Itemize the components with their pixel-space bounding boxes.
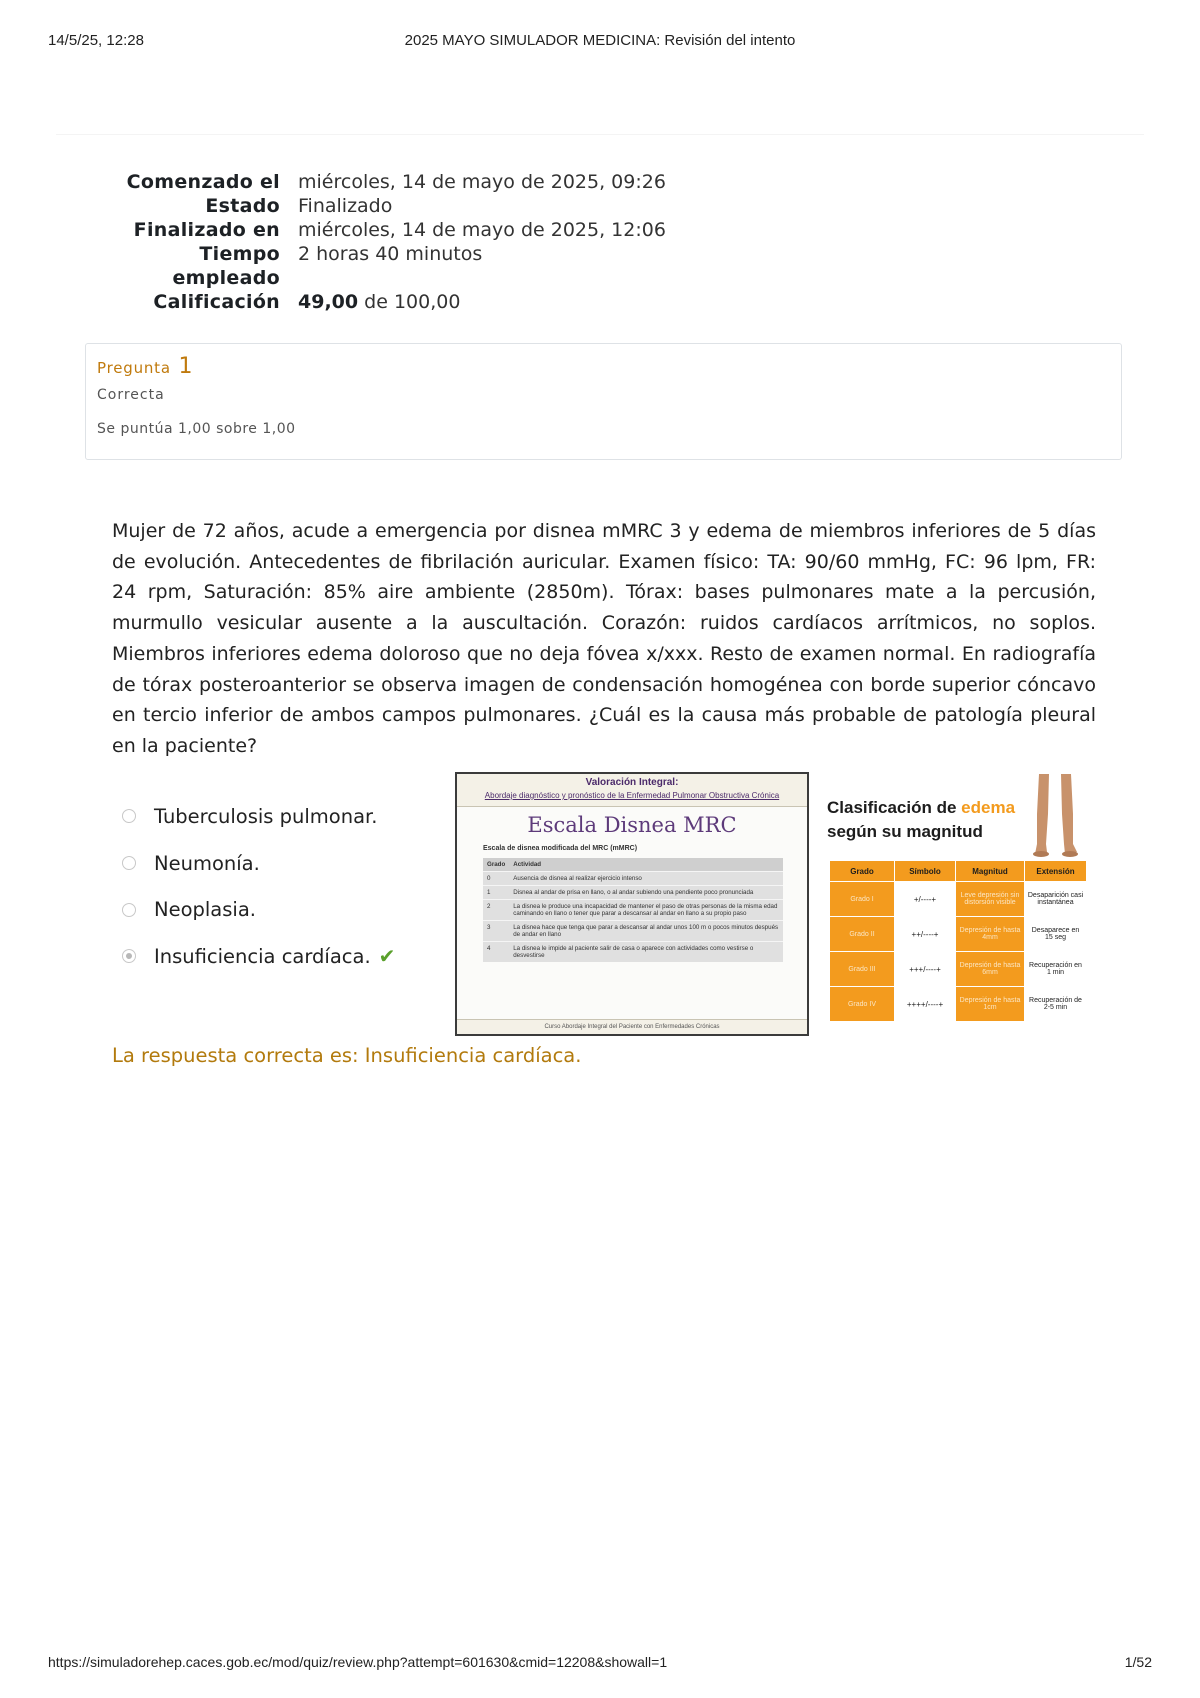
mrc-banner [457, 774, 807, 807]
table-row [483, 942, 783, 963]
mrc-table [483, 858, 783, 962]
table-row [483, 872, 783, 886]
edema-classification-image [823, 772, 1088, 1036]
question-text: Mujer de 72 años, acude a emergencia por disnea mMRC 3 y edema de miembros inferiores de 5 días de evolución. Antecedentes de fibrilación auricular. Examen físico: TA: 90/60 mmHg, FC: 96 lpm, FR: 24 rpm, Saturación: 85% aire ambiente (2850m). Tórax: bases pulmonares mate a la percusión, murmullo vesicular ausente a la auscultación. Corazón: ruidos cardíacos arrítmicos, no soplos. Miembros inferiores edema doloroso que no deja fóvea x/xxx. Resto de examen normal. En radiografía de tórax posteroanterior se observa imagen de condensación homogénea con borde superior cóncavo en tercio inferior de ambos campos pulmonares. ¿Cuál es la causa más probable de patología pleural en la paciente? [112, 520, 1096, 757]
edema-col-header: Extensión [1025, 861, 1087, 882]
legs-illustration-icon [1031, 774, 1081, 858]
edema-extension-cell: Desaparece en 15 seg [1025, 917, 1087, 952]
print-footer [48, 1654, 1152, 1674]
print-page-number: 1/52 [1124, 1654, 1152, 1670]
grade-max: de 100,00 [358, 291, 461, 313]
time-label [100, 242, 298, 290]
mrc-col-grade: Grado [483, 858, 509, 872]
edema-symbol-cell: ++/----+ [895, 917, 956, 952]
grade-score: 49,00 [298, 291, 359, 313]
edema-grade-cell: Grado IV [830, 987, 895, 1022]
edema-magnitude-cell: Depresión de hasta 4mm [956, 917, 1025, 952]
edema-col-header: Magnitud [956, 861, 1025, 882]
edema-magnitude-cell: Depresión de hasta 1cm [956, 987, 1025, 1022]
answer-option[interactable] [122, 840, 452, 887]
mrc-activity-cell: La disnea le impide al paciente salir de casa o aparece con actividades como vestirse o desvestirse [509, 942, 783, 963]
finished-value: miércoles, 14 de mayo de 2025, 12:06 [298, 219, 666, 241]
mrc-grade-cell: 4 [483, 942, 509, 963]
edema-col-header: Símbolo [895, 861, 956, 882]
print-header [48, 32, 1152, 52]
radio-checked-icon[interactable] [122, 949, 136, 963]
answer-label: Neumonía. [154, 851, 260, 875]
answer-label: Insuficiencia cardíaca. [154, 944, 371, 968]
mrc-grade-cell: 1 [483, 886, 509, 900]
time-value: 2 horas 40 minutos [298, 243, 483, 265]
summary-row-started [100, 170, 700, 194]
table-row [483, 921, 783, 942]
print-url: https://simuladorehep.caces.gob.ec/mod/quiz/review.php?attempt=601630&cmid=12208&showall=1 [48, 1654, 668, 1670]
finished-label: Finalizado en [133, 219, 280, 241]
table-row [830, 882, 1087, 917]
edema-symbol-cell: +++/----+ [895, 952, 956, 987]
mrc-footer: Curso Abordaje Integral del Paciente con Enfermedades Crónicas [457, 1019, 807, 1034]
radio-unchecked-icon[interactable] [122, 856, 136, 870]
print-title: 2025 MAYO SIMULADOR MEDICINA: Revisión del intento [404, 32, 796, 49]
answer-option-selected[interactable] [122, 933, 452, 980]
table-row [830, 917, 1087, 952]
question-state: Correcta [97, 387, 165, 403]
edema-title-line1 [827, 798, 1015, 818]
time-label-line2: empleado [172, 267, 280, 289]
mrc-table-caption: Escala de disnea modificada del MRC (mMRC) [483, 845, 638, 852]
edema-extension-cell: Recuperación en 1 min [1025, 952, 1087, 987]
radio-unchecked-icon[interactable] [122, 903, 136, 917]
summary-row-time [100, 242, 700, 290]
radio-unchecked-icon[interactable] [122, 809, 136, 823]
summary-row-state [100, 194, 700, 218]
edema-magnitude-cell: Leve depresión sin distorsión visible [956, 882, 1025, 917]
attempt-summary-table [100, 170, 700, 314]
grade-value [298, 290, 700, 314]
mrc-activity-cell: Ausencia de disnea al realizar ejercicio intenso [509, 872, 783, 886]
question-number-value: 1 [178, 354, 194, 379]
time-label-line1: Tiempo [199, 243, 280, 265]
state-value: Finalizado [298, 195, 393, 217]
top-divider [56, 134, 1144, 135]
checkmark-icon: ✔ [378, 944, 396, 969]
edema-extension-cell: Desaparición casi instantánea [1025, 882, 1087, 917]
state-label: Estado [205, 195, 280, 217]
mrc-dyspnea-scale-image [455, 772, 809, 1036]
edema-symbol-cell: +/----+ [895, 882, 956, 917]
mrc-activity-cell: Disnea al andar de prisa en llano, o al andar subiendo una pendiente poco pronunciada [509, 886, 783, 900]
grade-label: Calificación [153, 291, 280, 313]
edema-grade-cell: Grado II [830, 917, 895, 952]
table-row [830, 987, 1087, 1022]
correct-answer-feedback: La respuesta correcta es: Insuficiencia cardíaca. [112, 1044, 582, 1067]
mrc-grade-cell: 3 [483, 921, 509, 942]
started-value: miércoles, 14 de mayo de 2025, 09:26 [298, 171, 666, 193]
mrc-grade-cell: 0 [483, 872, 509, 886]
table-row [483, 900, 783, 921]
edema-extension-cell: Recuperación de 2-5 min [1025, 987, 1087, 1022]
edema-title-highlight: edema [961, 798, 1016, 817]
table-row [830, 952, 1087, 987]
table-row [483, 886, 783, 900]
answer-label: Tuberculosis pulmonar. [154, 804, 378, 828]
edema-title-text: Clasificación de [827, 798, 962, 817]
edema-col-header: Grado [830, 861, 895, 882]
edema-symbol-cell: ++++/----+ [895, 987, 956, 1022]
mrc-banner-title: Valoración Integral: [585, 777, 679, 788]
summary-row-finished [100, 218, 700, 242]
mrc-activity-cell: La disnea le produce una incapacidad de mantener el paso de otras personas de la misma edad caminando en llano o tener que parar a descansar al andar en llano a su propio paso [509, 900, 783, 921]
edema-title-line2: según su magnitud [827, 822, 983, 841]
mrc-activity-cell: La disnea hace que tenga que parar a descansar al andar unos 100 m o pocos minutos después de andar en llano [509, 921, 783, 942]
edema-grade-cell: Grado III [830, 952, 895, 987]
question-grade: Se puntúa 1,00 sobre 1,00 [97, 421, 296, 437]
summary-row-grade [100, 290, 700, 314]
question-label: Pregunta [97, 359, 171, 377]
edema-grade-cell: Grado I [830, 882, 895, 917]
answer-option[interactable] [122, 886, 452, 933]
question-number [97, 354, 1110, 379]
mrc-grade-cell: 2 [483, 900, 509, 921]
print-date: 14/5/25, 12:28 [48, 32, 144, 49]
mrc-col-activity: Actividad [509, 858, 783, 872]
mrc-heading: Escala Disnea MRC [527, 813, 737, 837]
answer-label: Neoplasia. [154, 898, 256, 922]
edema-magnitude-cell: Depresión de hasta 6mm [956, 952, 1025, 987]
answer-options [122, 793, 452, 980]
mrc-banner-subtitle: Abordaje diagnóstico y pronóstico de la Enfermedad Pulmonar Obstructiva Crónica [484, 791, 780, 800]
answer-option[interactable] [122, 793, 452, 840]
started-label: Comenzado el [126, 171, 280, 193]
question-info-box [85, 343, 1122, 460]
edema-table [829, 860, 1087, 1022]
